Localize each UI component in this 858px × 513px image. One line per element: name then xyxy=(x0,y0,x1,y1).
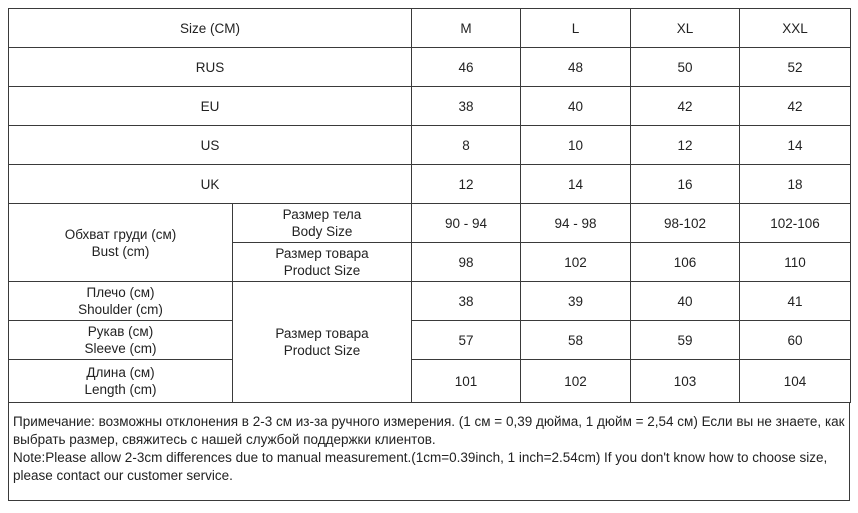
table-cell: 103 xyxy=(631,360,740,403)
product-size-label-ru: Размер товара xyxy=(275,246,369,261)
row-label-us: US xyxy=(9,126,412,165)
table-cell: 14 xyxy=(521,165,631,204)
table-cell: 110 xyxy=(740,243,851,282)
table-cell: 48 xyxy=(521,48,631,87)
row-label-uk: UK xyxy=(9,165,412,204)
table-cell: 98-102 xyxy=(631,204,740,243)
table-cell: 104 xyxy=(740,360,851,403)
table-row xyxy=(9,48,851,87)
body-size-label-en: Body Size xyxy=(291,224,353,239)
shoulder-label xyxy=(9,282,233,321)
bust-label-en: Bust (cm) xyxy=(91,243,150,259)
bust-label-ru: Обхват груди (см) xyxy=(64,226,177,242)
sleeve-label-ru: Рукав (см) xyxy=(87,324,154,339)
sleeve-label xyxy=(9,321,233,360)
product-size-group-label xyxy=(233,282,412,403)
header-row xyxy=(9,9,851,48)
table-row xyxy=(9,321,851,360)
product-group-label-ru: Размер товара xyxy=(275,326,369,341)
table-cell: 50 xyxy=(631,48,740,87)
table-cell: 102-106 xyxy=(740,204,851,243)
product-size-label xyxy=(233,243,412,282)
length-label-ru: Длина (см) xyxy=(86,365,155,380)
measurement-note xyxy=(8,403,850,501)
table-cell: 106 xyxy=(631,243,740,282)
table-row xyxy=(9,126,851,165)
note-english: Note:Please allow 2-3cm differences due to manual measurement.(1cm=0.39inch, 1 inch=2.54cm) If you don't know how to choose size, please contact our customer service. xyxy=(13,450,828,483)
size-header-xl: XL xyxy=(631,9,740,48)
table-cell: 60 xyxy=(740,321,851,360)
size-header-label: Size (CM) xyxy=(9,9,412,48)
size-table xyxy=(8,8,851,403)
table-cell: 46 xyxy=(412,48,521,87)
note-russian: Примечание: возможны отклонения в 2-3 см из-за ручного измерения. (1 см = 0,39 дюйма, 1 дюйм = 2,54 см) Если вы не знаете, как выбрать размер, свяжитесь с нашей службой поддержки клиентов. xyxy=(13,414,845,447)
product-size-label-en: Product Size xyxy=(283,263,361,278)
table-cell: 58 xyxy=(521,321,631,360)
shoulder-label-en: Shoulder (cm) xyxy=(78,302,163,317)
table-cell: 98 xyxy=(412,243,521,282)
table-cell: 10 xyxy=(521,126,631,165)
sleeve-label-en: Sleeve (cm) xyxy=(84,341,157,356)
table-row xyxy=(9,165,851,204)
size-header-xxl: XXL xyxy=(740,9,851,48)
table-row xyxy=(9,204,851,243)
table-cell: 12 xyxy=(412,165,521,204)
table-row xyxy=(9,360,851,403)
body-size-label-ru: Размер тела xyxy=(282,207,362,222)
row-label-rus: RUS xyxy=(9,48,412,87)
table-cell: 42 xyxy=(631,87,740,126)
table-row xyxy=(9,282,851,321)
table-cell: 57 xyxy=(412,321,521,360)
row-label-eu: EU xyxy=(9,87,412,126)
table-cell: 38 xyxy=(412,282,521,321)
table-cell: 102 xyxy=(521,243,631,282)
size-chart xyxy=(8,8,851,501)
bust-label xyxy=(9,204,233,282)
table-cell: 18 xyxy=(740,165,851,204)
size-header-l: L xyxy=(521,9,631,48)
table-cell: 42 xyxy=(740,87,851,126)
table-cell: 38 xyxy=(412,87,521,126)
size-header-m: M xyxy=(412,9,521,48)
product-group-label-en: Product Size xyxy=(283,343,361,358)
table-row xyxy=(9,87,851,126)
table-cell: 14 xyxy=(740,126,851,165)
table-cell: 39 xyxy=(521,282,631,321)
table-cell: 16 xyxy=(631,165,740,204)
table-cell: 40 xyxy=(631,282,740,321)
table-cell: 102 xyxy=(521,360,631,403)
table-cell: 40 xyxy=(521,87,631,126)
body-size-label xyxy=(233,204,412,243)
length-label-en: Length (cm) xyxy=(84,382,157,397)
length-label xyxy=(9,360,233,403)
table-cell: 8 xyxy=(412,126,521,165)
table-cell: 41 xyxy=(740,282,851,321)
table-cell: 59 xyxy=(631,321,740,360)
table-cell: 94 - 98 xyxy=(521,204,631,243)
table-cell: 101 xyxy=(412,360,521,403)
shoulder-label-ru: Плечо (см) xyxy=(86,285,155,300)
table-cell: 12 xyxy=(631,126,740,165)
table-cell: 52 xyxy=(740,48,851,87)
table-cell: 90 - 94 xyxy=(412,204,521,243)
